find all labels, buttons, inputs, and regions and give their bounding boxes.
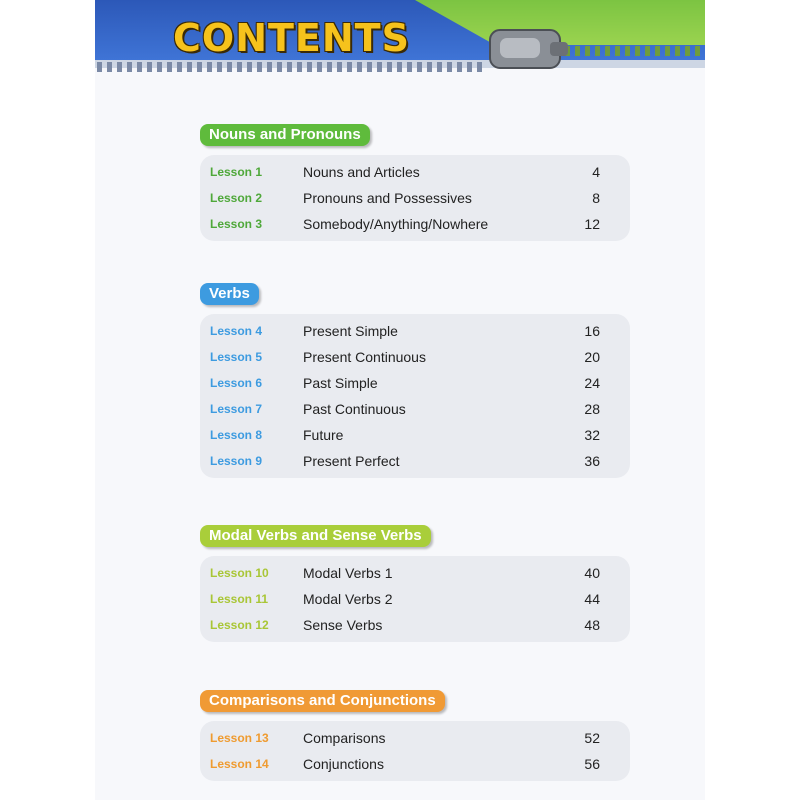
lesson-number: Lesson 5: [210, 350, 263, 364]
lesson-row[interactable]: [200, 185, 630, 211]
section-label: Verbs: [200, 283, 259, 305]
contents-page: [95, 0, 705, 800]
lesson-title: Past Continuous: [303, 401, 406, 417]
section-label: Nouns and Pronouns: [200, 124, 370, 146]
lesson-title: Past Simple: [303, 375, 378, 391]
page-number: 40: [584, 565, 600, 581]
page-number: 28: [584, 401, 600, 417]
lesson-row[interactable]: [200, 344, 630, 370]
lesson-title: Sense Verbs: [303, 617, 383, 633]
lesson-row[interactable]: [200, 725, 630, 751]
lesson-title: Pronouns and Possessives: [303, 190, 472, 206]
section-nouns-and-pronouns: [200, 124, 630, 241]
lesson-list: [200, 556, 630, 642]
lesson-title: Modal Verbs 1: [303, 565, 393, 581]
section-label: Modal Verbs and Sense Verbs: [200, 525, 431, 547]
page-number: 4: [592, 164, 600, 180]
lesson-number: Lesson 10: [210, 566, 269, 580]
section-verbs: [200, 283, 630, 478]
page-number: 36: [584, 453, 600, 469]
lesson-title: Modal Verbs 2: [303, 591, 393, 607]
lesson-number: Lesson 13: [210, 731, 269, 745]
lesson-number: Lesson 6: [210, 376, 263, 390]
section-comparisons-and-conjunctions: [200, 690, 630, 781]
lesson-row[interactable]: [200, 612, 630, 638]
lesson-title: Future: [303, 427, 344, 443]
lesson-number: Lesson 7: [210, 402, 263, 416]
page-number: 8: [592, 190, 600, 206]
lesson-row[interactable]: [200, 422, 630, 448]
lesson-list: [200, 314, 630, 478]
lesson-number: Lesson 3: [210, 217, 263, 231]
lesson-number: Lesson 8: [210, 428, 263, 442]
lesson-number: Lesson 9: [210, 454, 263, 468]
page-number: 48: [584, 617, 600, 633]
lesson-row[interactable]: [200, 159, 630, 185]
lesson-row[interactable]: [200, 560, 630, 586]
page-number: 16: [584, 323, 600, 339]
lesson-number: Lesson 14: [210, 757, 269, 771]
lesson-row[interactable]: [200, 751, 630, 777]
page-number: 56: [584, 756, 600, 772]
page-title: CONTENTS: [173, 16, 410, 60]
lesson-list: [200, 155, 630, 241]
lesson-number: Lesson 2: [210, 191, 263, 205]
lesson-title: Present Simple: [303, 323, 398, 339]
lesson-list: [200, 721, 630, 781]
lesson-number: Lesson 11: [210, 592, 269, 606]
page-number: 44: [584, 591, 600, 607]
lesson-number: Lesson 12: [210, 618, 269, 632]
lesson-row[interactable]: [200, 396, 630, 422]
lesson-title: Present Continuous: [303, 349, 426, 365]
section-label: Comparisons and Conjunctions: [200, 690, 445, 712]
lesson-number: Lesson 4: [210, 324, 263, 338]
lesson-title: Conjunctions: [303, 756, 384, 772]
page-number: 32: [584, 427, 600, 443]
page-number: 24: [584, 375, 600, 391]
lesson-title: Present Perfect: [303, 453, 400, 469]
lesson-row[interactable]: [200, 211, 630, 237]
lesson-title: Somebody/Anything/Nowhere: [303, 216, 489, 232]
header-banner: [95, 0, 705, 80]
lesson-row[interactable]: [200, 370, 630, 396]
section-modal-verbs-and-sense-verbs: [200, 525, 630, 642]
page-number: 12: [584, 216, 600, 232]
lesson-row[interactable]: [200, 586, 630, 612]
page-number: 20: [584, 349, 600, 365]
lesson-number: Lesson 1: [210, 165, 263, 179]
lesson-title: Nouns and Articles: [303, 164, 420, 180]
zipper-slider-icon: [490, 30, 568, 68]
lesson-row[interactable]: [200, 448, 630, 474]
lesson-row[interactable]: [200, 318, 630, 344]
lesson-title: Comparisons: [303, 730, 386, 746]
page-number: 52: [584, 730, 600, 746]
